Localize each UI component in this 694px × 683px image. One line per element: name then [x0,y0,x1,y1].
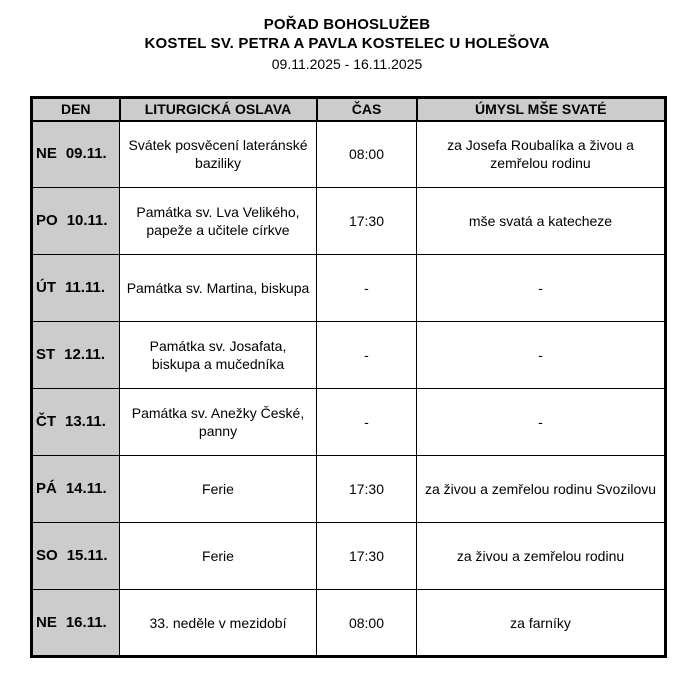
time-cell: - [317,322,417,389]
table-row [32,255,666,322]
day-abbr: ST [36,346,56,363]
intention-cell: za živou a zemřelou rodinu [417,523,666,590]
col-header-cas: ČAS [317,98,417,121]
header-row [32,98,666,121]
day-abbr: ČT [36,413,56,430]
day-cell [32,322,120,389]
celebration-cell: Památka sv. Josafata, biskupa a mučedníka [120,322,317,389]
table-row [32,188,666,255]
date-range: 09.11.2025 - 16.11.2025 [271,56,423,72]
celebration-cell: Svátek posvěcení lateránské baziliky [120,121,317,188]
day-date: 09.11. [65,145,107,163]
intention-cell: mše svatá a katecheze [417,188,666,255]
time-cell: - [317,389,417,456]
intention-cell: za farníky [417,590,666,657]
schedule-table [30,96,667,658]
table-row [32,523,666,590]
day-date: 15.11. [66,547,108,564]
day-date: 11.11. [65,279,106,296]
celebration-cell: Památka sv. Martina, biskupa [120,255,317,322]
intention-cell: - [417,322,666,389]
celebration-cell: Ferie [120,456,317,523]
time-cell: 08:00 [317,121,417,188]
celebration-cell: Ferie [120,523,317,590]
page-title: POŘAD BOHOSLUŽEB [263,16,431,33]
title-block [0,15,694,74]
celebration-cell: 33. neděle v mezidobí [120,590,317,657]
col-header-umysl: ÚMYSL MŠE SVATÉ [417,98,666,121]
table-row [32,322,666,389]
table-row [32,590,666,657]
time-cell: 17:30 [317,523,417,590]
page-subtitle: KOSTEL SV. PETRA A PAVLA KOSTELEC U HOLEŠOVA [144,35,550,52]
intention-cell: za Josefa Roubalíka a živou a zemřelou rodinu [417,121,666,188]
intention-cell: - [417,389,666,456]
table-row [32,389,666,456]
day-abbr: ÚT [36,279,56,296]
day-cell [32,523,120,590]
day-abbr: NE [36,613,57,631]
intention-cell: za živou a zemřelou rodinu Svozilovu [417,456,666,523]
intention-cell: - [417,255,666,322]
celebration-cell: Památka sv. Lva Velikého, papeže a učitele církve [120,188,317,255]
day-date: 16.11. [65,613,107,631]
day-cell [32,389,120,456]
table-row [32,456,666,523]
time-cell: - [317,255,417,322]
celebration-cell: Památka sv. Anežky České, panny [120,389,317,456]
time-cell: 17:30 [317,456,417,523]
schedule-body [32,121,666,657]
day-cell [32,456,120,523]
day-cell [32,255,120,322]
day-cell [32,590,120,657]
day-abbr: SO [36,547,58,564]
day-cell [32,121,120,188]
table-row [32,121,666,188]
day-abbr: PÁ [36,480,57,497]
day-cell [32,188,120,255]
day-abbr: PO [36,212,58,229]
day-date: 10.11. [66,212,108,229]
time-cell: 17:30 [317,188,417,255]
day-date: 13.11. [65,413,106,430]
day-date: 14.11. [65,480,107,497]
col-header-den: DEN [32,98,120,121]
day-abbr: NE [36,145,57,163]
day-date: 12.11. [64,346,106,363]
col-header-liturgicka-oslava: LITURGICKÁ OSLAVA [120,98,317,121]
time-cell: 08:00 [317,590,417,657]
